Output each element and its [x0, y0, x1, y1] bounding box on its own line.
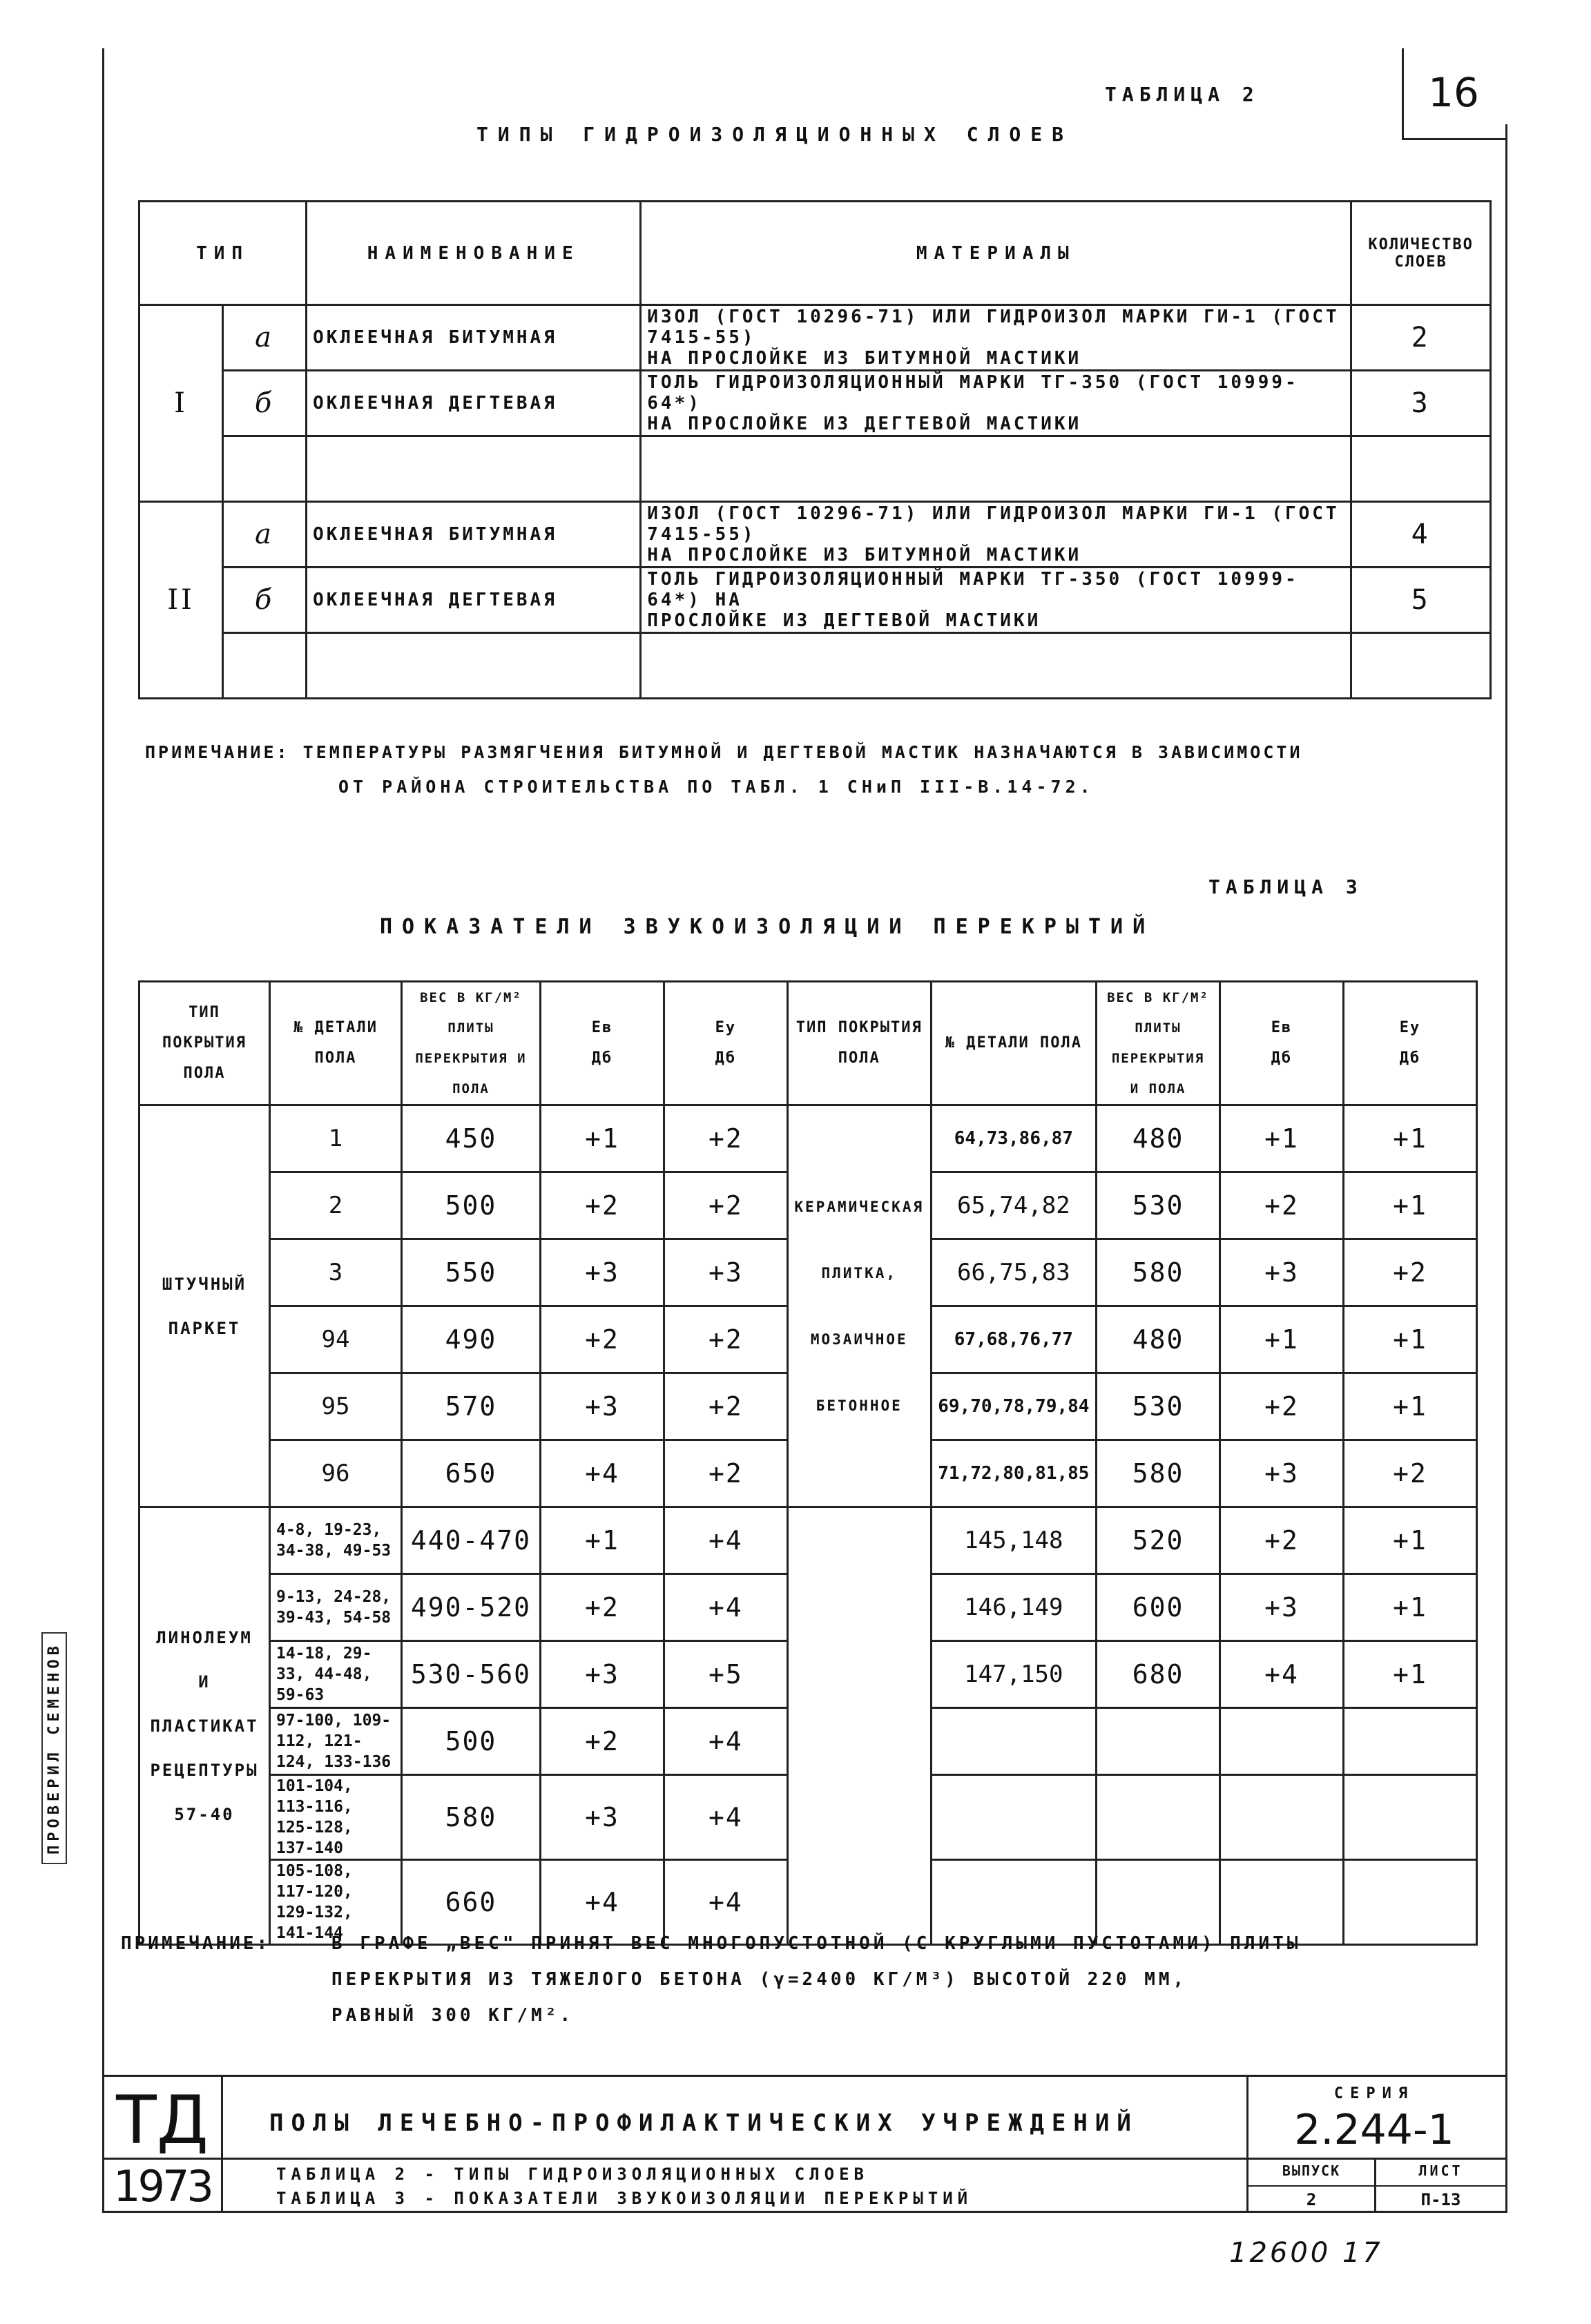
table2-note-line2: ОТ РАЙОНА СТРОИТЕЛЬСТВА ПО ТАБЛ. 1 СНиП III-В.14-72. — [338, 777, 1095, 797]
tb-divider-v1 — [221, 2075, 223, 2213]
t3-ey-right — [1343, 1860, 1476, 1945]
t3-weight: 490 — [401, 1306, 540, 1373]
t3-eb-right: +2 — [1219, 1373, 1343, 1440]
t2-layers: 5 — [1351, 568, 1491, 633]
t3-eb: +2 — [541, 1306, 664, 1373]
t3-ey: +5 — [664, 1641, 787, 1708]
t3-detail: 95 — [269, 1373, 401, 1440]
t3-detail-right — [931, 1860, 1096, 1945]
t2-empty-cell — [1351, 436, 1491, 502]
t2-letter: а — [223, 305, 307, 371]
t2-materials-line: НА ПРОСЛОЙКЕ ИЗ ДЕГТЕВОЙ МАСТИКИ — [647, 414, 1082, 434]
t3-eb: +2 — [541, 1708, 664, 1775]
t2-empty-cell — [223, 436, 307, 502]
t3-detail: 2 — [269, 1172, 401, 1239]
t2-header-name: НАИМЕНОВАНИЕ — [307, 202, 641, 305]
t3-header-weight-right: ВЕС В КГ/М² ПЛИТЫ ПЕРЕКРЫТИЯ И ПОЛА — [1097, 982, 1220, 1105]
t3-weight: 550 — [401, 1239, 540, 1306]
t2-materials-line: ПРОСЛОЙКЕ ИЗ ДЕГТЕВОЙ МАСТИКИ — [647, 610, 1041, 631]
t3-eb-right — [1219, 1708, 1343, 1775]
t3-detail-right: 67,68,76,77 — [931, 1306, 1096, 1373]
t3-detail: 94 — [269, 1306, 401, 1373]
t2-header-layers: КОЛИЧЕСТВО СЛОЕВ — [1351, 202, 1491, 305]
t3-ey: +4 — [664, 1574, 787, 1641]
tb-divider-h2 — [1246, 2185, 1505, 2187]
t2-empty-cell — [1351, 633, 1491, 699]
t2-layers: 2 — [1351, 305, 1491, 371]
tb-sheet: П-13 — [1420, 2190, 1461, 2209]
t3-right-group-label: КЕРАМИЧЕСКАЯ ПЛИТКА, МОЗАИЧНОЕ БЕТОННОЕ — [787, 1105, 931, 1507]
t3-ey: +4 — [664, 1507, 787, 1574]
t2-header-type: ТИП — [139, 202, 307, 305]
t3-eb-right: +2 — [1219, 1507, 1343, 1574]
table3-note-line3: РАВНЫЙ 300 КГ/М². — [331, 2005, 575, 2026]
t3-eb: +2 — [541, 1172, 664, 1239]
tb-series-label: СЕРИЯ — [1333, 2085, 1415, 2102]
t3-detail: 1 — [269, 1105, 401, 1172]
t3-header-detail: № ДЕТАЛИ ПОЛА — [269, 982, 401, 1105]
t3-eb-label: Ев — [1271, 1019, 1293, 1036]
table2-label: ТАБЛИЦА 2 — [1105, 83, 1260, 106]
t3-detail: 96 — [269, 1440, 401, 1507]
t3-ey-right: +1 — [1343, 1574, 1476, 1641]
t2-header-materials: МАТЕРИАЛЫ — [641, 202, 1351, 305]
t3-detail: 14-18, 29-33, 44-48, 59-63 — [269, 1641, 401, 1708]
t3-ey: +2 — [664, 1306, 787, 1373]
t2-materials — [641, 305, 1351, 371]
t3-eb-right: +3 — [1219, 1440, 1343, 1507]
t3-detail-right: 65,74,82 — [931, 1172, 1096, 1239]
t3-weight: 530-560 — [401, 1641, 540, 1708]
t2-empty-cell — [641, 436, 1351, 502]
t3-db-label: Дб — [1271, 1049, 1293, 1067]
t3-ey-label: Еу — [715, 1019, 737, 1036]
t3-ey: +4 — [664, 1708, 787, 1775]
t2-type-1: I — [139, 305, 223, 502]
side-stamp: ПРОВЕРИЛ СЕМЕНОВ — [41, 1632, 67, 1864]
tb-line2: ТАБЛИЦА 3 - ПОКАЗАТЕЛИ ЗВУКОИЗОЛЯЦИИ ПЕРЕКРЫТИЙ — [276, 2189, 973, 2208]
t3-weight: 500 — [401, 1172, 540, 1239]
t3-ey: +3 — [664, 1239, 787, 1306]
t3-weight-right: 680 — [1097, 1641, 1220, 1708]
t2-name: ОКЛЕЕЧНАЯ БИТУМНАЯ — [307, 305, 641, 371]
table3 — [138, 980, 1478, 1946]
t3-eb: +4 — [541, 1860, 664, 1945]
t3-weight-right: 580 — [1097, 1440, 1220, 1507]
t3-detail: 9-13, 24-28, 39-43, 54-58 — [269, 1574, 401, 1641]
frame-right-line — [1505, 124, 1507, 2213]
t3-detail-right: 71,72,80,81,85 — [931, 1440, 1096, 1507]
t3-weight-right: 600 — [1097, 1574, 1220, 1641]
t3-eb-right — [1219, 1775, 1343, 1860]
t3-eb-right: +3 — [1219, 1574, 1343, 1641]
t3-header-detail-right: № ДЕТАЛИ ПОЛА — [931, 982, 1096, 1105]
t3-detail-right: 69,70,78,79,84 — [931, 1373, 1096, 1440]
t2-layers: 4 — [1351, 502, 1491, 568]
t3-weight: 500 — [401, 1708, 540, 1775]
t3-eb: +4 — [541, 1440, 664, 1507]
t3-right-empty — [787, 1507, 931, 1945]
tb-issue-label: ВЫПУСК — [1282, 2162, 1341, 2179]
t2-empty-cell — [641, 633, 1351, 699]
t3-weight: 660 — [401, 1860, 540, 1945]
table3-label: ТАБЛИЦА 3 — [1208, 875, 1363, 898]
t3-weight: 650 — [401, 1440, 540, 1507]
tb-title: ПОЛЫ ЛЕЧЕБНО-ПРОФИЛАКТИЧЕСКИХ УЧРЕЖДЕНИЙ — [269, 2109, 1139, 2137]
t3-eb-right — [1219, 1860, 1343, 1945]
t3-detail: 3 — [269, 1239, 401, 1306]
t3-db-label: Дб — [1399, 1049, 1421, 1067]
t2-layers: 3 — [1351, 371, 1491, 436]
t2-letter: б — [223, 568, 307, 633]
t3-header-eb-right — [1219, 982, 1343, 1105]
page-number: 16 — [1428, 69, 1479, 116]
t3-ey-right: +1 — [1343, 1641, 1476, 1708]
t3-detail: 4-8, 19-23, 34-38, 49-53 — [269, 1507, 401, 1574]
t2-empty-cell — [223, 633, 307, 699]
t3-ey-right: +1 — [1343, 1306, 1476, 1373]
frame-left-line — [102, 48, 104, 2213]
t2-type-2: II — [139, 502, 223, 699]
t3-detail-right: 64,73,86,87 — [931, 1105, 1096, 1172]
t2-materials-line: НА ПРОСЛОЙКЕ ИЗ БИТУМНОЙ МАСТИКИ — [647, 348, 1082, 369]
t2-letter: а — [223, 502, 307, 568]
t3-weight: 450 — [401, 1105, 540, 1172]
t2-name: ОКЛЕЕЧНАЯ ДЕГТЕВАЯ — [307, 371, 641, 436]
t3-weight: 440-470 — [401, 1507, 540, 1574]
t2-letter: б — [223, 371, 307, 436]
t3-eb: +3 — [541, 1239, 664, 1306]
t3-eb: +1 — [541, 1507, 664, 1574]
t3-eb-right: +1 — [1219, 1306, 1343, 1373]
t2-empty-cell — [307, 633, 641, 699]
t3-header-ey — [664, 982, 787, 1105]
table2 — [138, 200, 1492, 699]
t3-weight-right: 480 — [1097, 1306, 1220, 1373]
t3-header-ey-right — [1343, 982, 1476, 1105]
t3-header-type-right: ТИП ПОКРЫТИЯ ПОЛА — [787, 982, 931, 1105]
t3-weight-right — [1097, 1860, 1220, 1945]
t3-weight: 570 — [401, 1373, 540, 1440]
t3-ey-right: +1 — [1343, 1105, 1476, 1172]
t3-detail: 97-100, 109-112, 121-124, 133-136 — [269, 1708, 401, 1775]
t3-row — [139, 1507, 1477, 1574]
t3-eb: +3 — [541, 1641, 664, 1708]
t2-materials-line: ТОЛЬ ГИДРОИЗОЛЯЦИОННЫЙ МАРКИ ТГ-350 (ГОСТ 10999-64*) — [647, 372, 1299, 414]
t3-header-eb — [541, 982, 664, 1105]
t3-eb-right: +2 — [1219, 1172, 1343, 1239]
t3-weight-right: 580 — [1097, 1239, 1220, 1306]
t3-db-label: Дб — [715, 1049, 737, 1067]
t3-ey: +2 — [664, 1172, 787, 1239]
t3-detail-right: 145,148 — [931, 1507, 1096, 1574]
t3-ey-right: +1 — [1343, 1172, 1476, 1239]
t3-ey: +2 — [664, 1440, 787, 1507]
t3-detail-right: 146,149 — [931, 1574, 1096, 1641]
t3-ey-right: +2 — [1343, 1440, 1476, 1507]
table2-note-line1: ПРИМЕЧАНИЕ: ТЕМПЕРАТУРЫ РАЗМЯГЧЕНИЯ БИТУМНОЙ И ДЕГТЕВОЙ МАСТИК НАЗНАЧАЮТСЯ В ЗАВИСИМОСТИ — [145, 742, 1303, 762]
t3-weight-right: 480 — [1097, 1105, 1220, 1172]
t3-detail-right — [931, 1708, 1096, 1775]
t2-materials — [641, 568, 1351, 633]
t2-name: ОКЛЕЕЧНАЯ ДЕГТЕВАЯ — [307, 568, 641, 633]
t3-eb-right: +3 — [1219, 1239, 1343, 1306]
t3-detail-right: 66,75,83 — [931, 1239, 1096, 1306]
t3-weight: 490-520 — [401, 1574, 540, 1641]
t3-ey-right — [1343, 1775, 1476, 1860]
t2-materials-line: ИЗОЛ (ГОСТ 10296-71) ИЛИ ГИДРОИЗОЛ МАРКИ ГИ-1 (ГОСТ 7415-55) — [647, 503, 1340, 545]
t3-db-label: Дб — [591, 1049, 613, 1067]
t3-detail-right — [931, 1775, 1096, 1860]
t2-materials-line: НА ПРОСЛОЙКЕ ИЗ БИТУМНОЙ МАСТИКИ — [647, 545, 1082, 565]
t3-weight-right — [1097, 1775, 1220, 1860]
t3-weight-right — [1097, 1708, 1220, 1775]
t2-materials — [641, 502, 1351, 568]
table2-title: ТИПЫ ГИДРОИЗОЛЯЦИОННЫХ СЛОЕВ — [476, 123, 1074, 146]
t3-ey-right: +1 — [1343, 1373, 1476, 1440]
t3-ey: +4 — [664, 1860, 787, 1945]
t3-eb: +3 — [541, 1775, 664, 1860]
t3-detail: 105-108, 117-120, 129-132, 141-144 — [269, 1860, 401, 1945]
t3-detail: 101-104, 113-116, 125-128, 137-140 — [269, 1775, 401, 1860]
t2-materials — [641, 371, 1351, 436]
tb-sheet-label: ЛИСТ — [1418, 2162, 1463, 2179]
t3-ey: +4 — [664, 1775, 787, 1860]
t2-name: ОКЛЕЕЧНАЯ БИТУМНАЯ — [307, 502, 641, 568]
tb-series: 2.244-1 — [1294, 2106, 1454, 2154]
t3-header-weight: ВЕС В КГ/М² ПЛИТЫ ПЕРЕКРЫТИЯ И ПОЛА — [401, 982, 540, 1105]
t3-weight: 580 — [401, 1775, 540, 1860]
t3-eb-right: +4 — [1219, 1641, 1343, 1708]
footer-code: 12600 17 — [1229, 2237, 1383, 2269]
t3-weight-right: 530 — [1097, 1373, 1220, 1440]
t3-ey-right — [1343, 1708, 1476, 1775]
t3-ey: +2 — [664, 1105, 787, 1172]
t3-group-label: ЛИНОЛЕУМ И ПЛАСТИКАТ РЕЦЕПТУРЫ 57-40 — [139, 1507, 270, 1945]
t3-eb: +1 — [541, 1105, 664, 1172]
t3-group-label: ШТУЧНЫЙ ПАРКЕТ — [139, 1105, 270, 1507]
tb-line1: ТАБЛИЦА 2 - ТИПЫ ГИДРОИЗОЛЯЦИОННЫХ СЛОЕВ — [276, 2165, 869, 2184]
tb-divider-h1 — [102, 2158, 1505, 2160]
t3-eb: +3 — [541, 1373, 664, 1440]
t3-weight-right: 530 — [1097, 1172, 1220, 1239]
t3-header-type: ТИП ПОКРЫТИЯ ПОЛА — [139, 982, 270, 1105]
t3-eb-right: +1 — [1219, 1105, 1343, 1172]
t3-row — [139, 1105, 1477, 1172]
t3-eb: +2 — [541, 1574, 664, 1641]
t3-ey: +2 — [664, 1373, 787, 1440]
t3-ey-right: +1 — [1343, 1507, 1476, 1574]
t3-weight-right: 520 — [1097, 1507, 1220, 1574]
t3-ey-label: Еу — [1399, 1019, 1421, 1036]
table3-note-line1: В ГРАФЕ „ВЕС" ПРИНЯТ ВЕС МНОГОПУСТОТНОЙ (С КРУГЛЫМИ ПУСТОТАМИ) ПЛИТЫ — [331, 1933, 1302, 1954]
t3-ey-right: +2 — [1343, 1239, 1476, 1306]
t3-eb-label: Ев — [591, 1019, 613, 1036]
t2-materials-line: ИЗОЛ (ГОСТ 10296-71) ИЛИ ГИДРОИЗОЛ МАРКИ ГИ-1 (ГОСТ 7415-55) — [647, 307, 1340, 348]
tb-issue: 2 — [1306, 2190, 1317, 2209]
tb-logo: ТД — [116, 2082, 209, 2159]
table3-note-line2: ПЕРЕКРЫТИЯ ИЗ ТЯЖЕЛОГО БЕТОНА (γ=2400 КГ/М³) ВЫСОТОЙ 220 ММ, — [331, 1969, 1188, 1990]
table3-title: ПОКАЗАТЕЛИ ЗВУКОИЗОЛЯЦИИ ПЕРЕКРЫТИЙ — [380, 915, 1155, 939]
t3-detail-right: 147,150 — [931, 1641, 1096, 1708]
t2-empty-cell — [307, 436, 641, 502]
t2-materials-line: ТОЛЬ ГИДРОИЗОЛЯЦИОННЫЙ МАРКИ ТГ-350 (ГОСТ 10999-64*) НА — [647, 569, 1299, 610]
table3-note-label: ПРИМЕЧАНИЕ: — [121, 1933, 271, 1954]
tb-year: 1973 — [113, 2161, 211, 2211]
